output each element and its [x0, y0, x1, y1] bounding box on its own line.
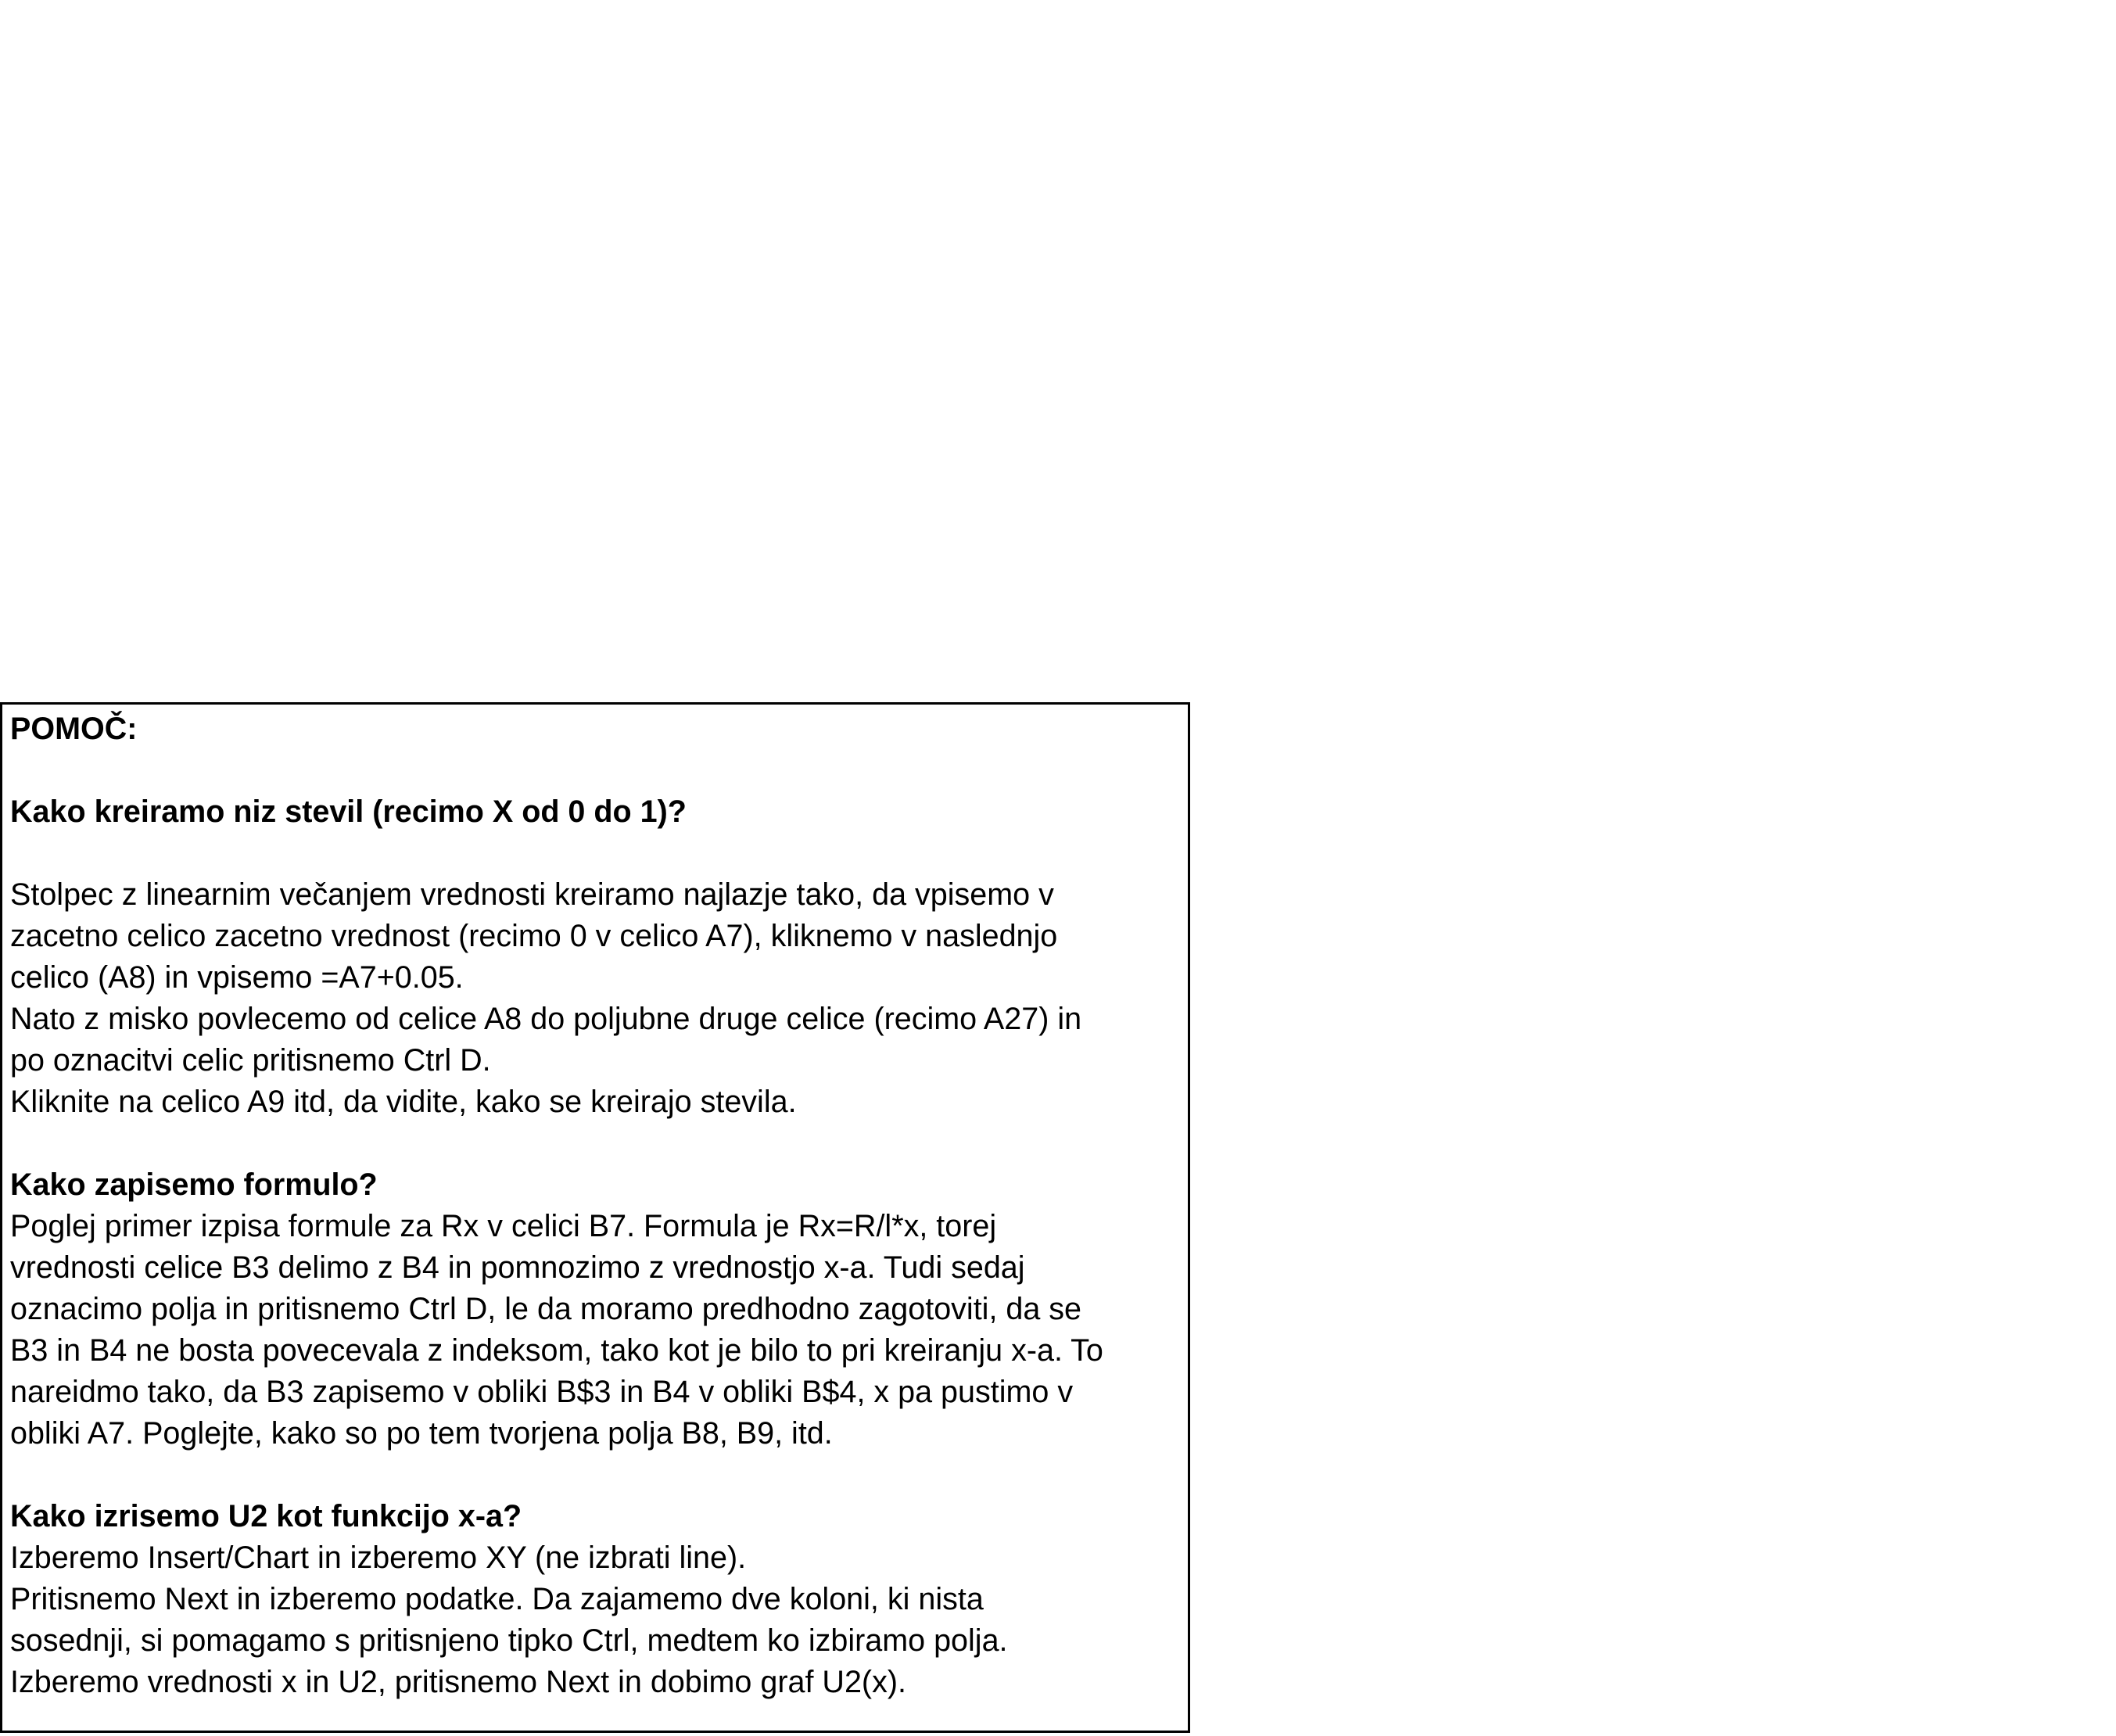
spacer	[10, 750, 1188, 791]
heading-create-number-series: Kako kreiramo niz stevil (recimo X od 0 do 1)?	[10, 794, 687, 829]
heading-plot-u2: Kako izrisemo U2 kot funkcijo x-a?	[10, 1499, 522, 1533]
paragraph-line: zacetno celico zacetno vrednost (recimo 0 v celico A7), kliknemo v naslednjo	[10, 919, 1058, 953]
paragraph-line: nareidmo tako, da B3 zapisemo v obliki B$3 in B4 v obliki B$4, x pa pustimo v	[10, 1375, 1074, 1409]
paragraph-line: Poglej primer izpisa formule za Rx v celici B7. Formula je Rx=R/l*x, torej	[10, 1209, 997, 1243]
paragraph-line: Pritisnemo Next in izberemo podatke. Da zajamemo dve koloni, ki nista	[10, 1582, 984, 1616]
spacer	[10, 833, 1188, 874]
paragraph-line: vrednosti celice B3 delimo z B4 in pomnozimo z vrednostjo x-a. Tudi sedaj	[10, 1250, 1025, 1285]
paragraph-line: Izberemo vrednosti x in U2, pritisnemo Next in dobimo graf U2(x).	[10, 1665, 906, 1699]
spacer	[10, 1454, 1188, 1496]
paragraph-line: oznacimo polja in pritisnemo Ctrl D, le da moramo predhodno zagotoviti, da se	[10, 1292, 1082, 1326]
paragraph-line: po oznacitvi celic pritisnemo Ctrl D.	[10, 1043, 491, 1078]
paragraph-line: B3 in B4 ne bosta povecevala z indeksom, tako kot je bilo to pri kreiranju x-a. To	[10, 1333, 1103, 1368]
heading-write-formula: Kako zapisemo formulo?	[10, 1167, 378, 1202]
paragraph-line: Nato z misko povlecemo od celice A8 do poljubne druge celice (recimo A27) in	[10, 1002, 1082, 1036]
paragraph-line: Stolpec z linearnim večanjem vrednosti kreiramo najlazje tako, da vpisemo v	[10, 877, 1054, 912]
paragraph-line: sosednji, si pomagamo s pritisnjeno tipko Ctrl, medtem ko izbiramo polja.	[10, 1623, 1008, 1658]
paragraph-line: Izberemo Insert/Chart in izberemo XY (ne izbrati line).	[10, 1541, 747, 1575]
paragraph-line: celico (A8) in vpisemo =A7+0.05.	[10, 960, 464, 995]
paragraph-line: Kliknite na celico A9 itd, da vidite, kako se kreirajo stevila.	[10, 1085, 797, 1119]
help-title: POMOČ:	[10, 712, 138, 746]
help-text-box	[0, 702, 1190, 1733]
paragraph-line: obliki A7. Poglejte, kako so po tem tvorjena polja B8, B9, itd.	[10, 1416, 833, 1451]
spacer	[10, 1123, 1188, 1164]
